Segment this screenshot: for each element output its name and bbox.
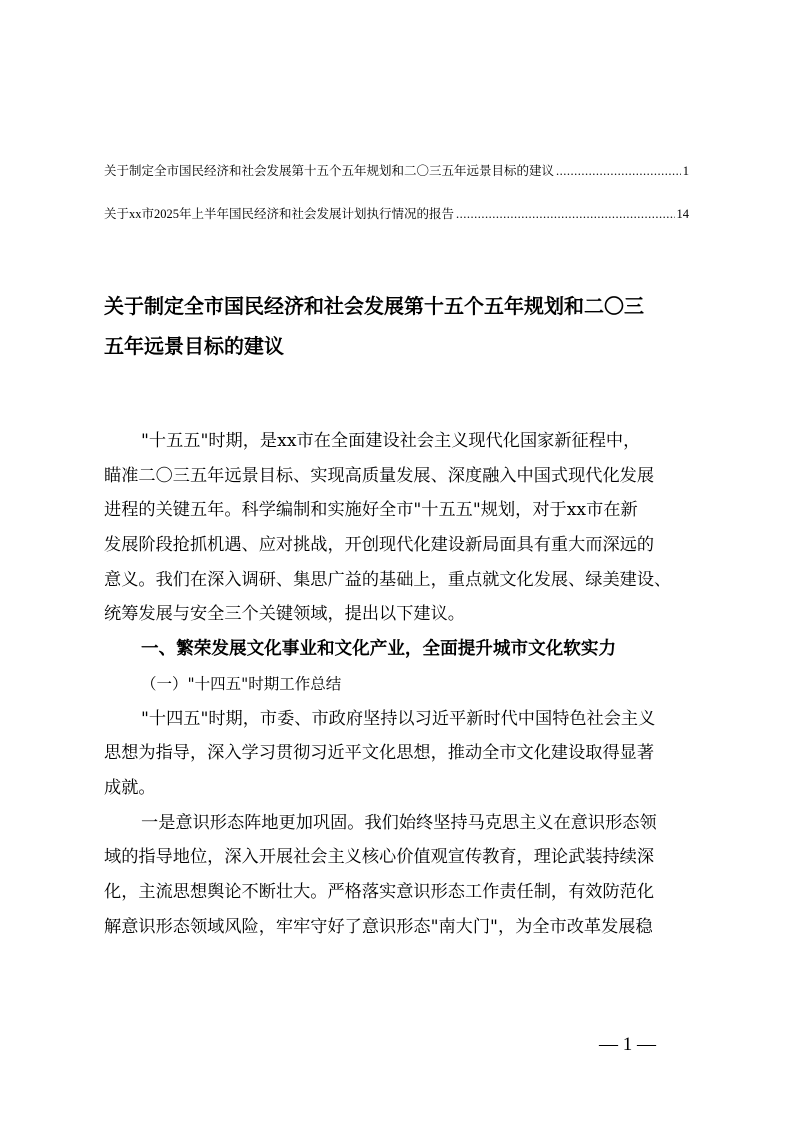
page-number: — 1 — bbox=[599, 1034, 656, 1055]
text-line: 域的指导地位，深入开展社会主义核心价值观宣传教育，理论武装持续深 bbox=[104, 847, 655, 868]
text-line: 一是意识形态阵地更加巩固。我们始终坚持马克思主义在意识形态领 bbox=[141, 812, 657, 833]
table-of-contents bbox=[104, 162, 689, 223]
text-line: 成就。 bbox=[104, 777, 156, 798]
subsection-heading: （一）"十四五"时期工作总结 bbox=[141, 674, 342, 693]
text-line: 思想为指导，深入学习贯彻习近平文化思想，推动全市文化建设取得显著 bbox=[104, 743, 655, 764]
document-body bbox=[104, 424, 694, 944]
toc-entry-title: 关于制定全市国民经济和社会发展第十五个五年规划和二〇三五年远景目标的建议 bbox=[104, 164, 555, 178]
toc-entry-page: 1 bbox=[682, 164, 689, 178]
text-line: 进程的关键五年。科学编制和实施好全市"十五五"规划，对于xx市在新 bbox=[104, 500, 638, 521]
toc-entry-title: 关于xx市2025年上半年国民经济和社会发展计划执行情况的报告 bbox=[104, 207, 455, 221]
document-title bbox=[104, 286, 704, 366]
toc-dot-leader bbox=[556, 162, 681, 180]
text-line: 化，主流思想舆论不断壮大。严格落实意识形态工作责任制，有效防范化 bbox=[104, 881, 655, 902]
text-line: 意义。我们在深入调研、集思广益的基础上，重点就文化发展、绿美建设、 bbox=[104, 569, 672, 590]
toc-entry[interactable] bbox=[104, 162, 689, 180]
document-title-line: 关于制定全市国民经济和社会发展第十五个五年规划和二〇三 bbox=[104, 294, 644, 318]
text-line: "十五五"时期，是xx市在全面建设社会主义现代化国家新征程中， bbox=[141, 431, 641, 451]
text-line: 发展阶段抢抓机遇、应对挑战，开创现代化建设新局面具有重大而深远的 bbox=[104, 535, 655, 556]
paragraph-ideology bbox=[104, 806, 694, 945]
document-title-line: 五年远景目标的建议 bbox=[104, 334, 284, 358]
section-heading: 一、繁荣发展文化事业和文化产业，全面提升城市文化软实力 bbox=[141, 639, 617, 660]
text-line: "十四五"时期，市委、市政府坚持以习近平新时代中国特色社会主义 bbox=[141, 708, 656, 729]
text-line: 瞄准二〇三五年远景目标、实现高质量发展、深度融入中国式现代化发展 bbox=[104, 465, 655, 486]
paragraph-summary bbox=[104, 702, 694, 806]
toc-entry[interactable] bbox=[104, 205, 689, 223]
paragraph-intro bbox=[104, 424, 694, 632]
text-line: 解意识形态领域风险，牢牢守好了意识形态"南大门"，为全市改革发展稳 bbox=[104, 916, 653, 937]
toc-dot-leader bbox=[456, 205, 674, 223]
text-line: 统筹发展与安全三个关键领域，提出以下建议。 bbox=[104, 604, 465, 625]
toc-entry-page: 14 bbox=[676, 207, 689, 221]
